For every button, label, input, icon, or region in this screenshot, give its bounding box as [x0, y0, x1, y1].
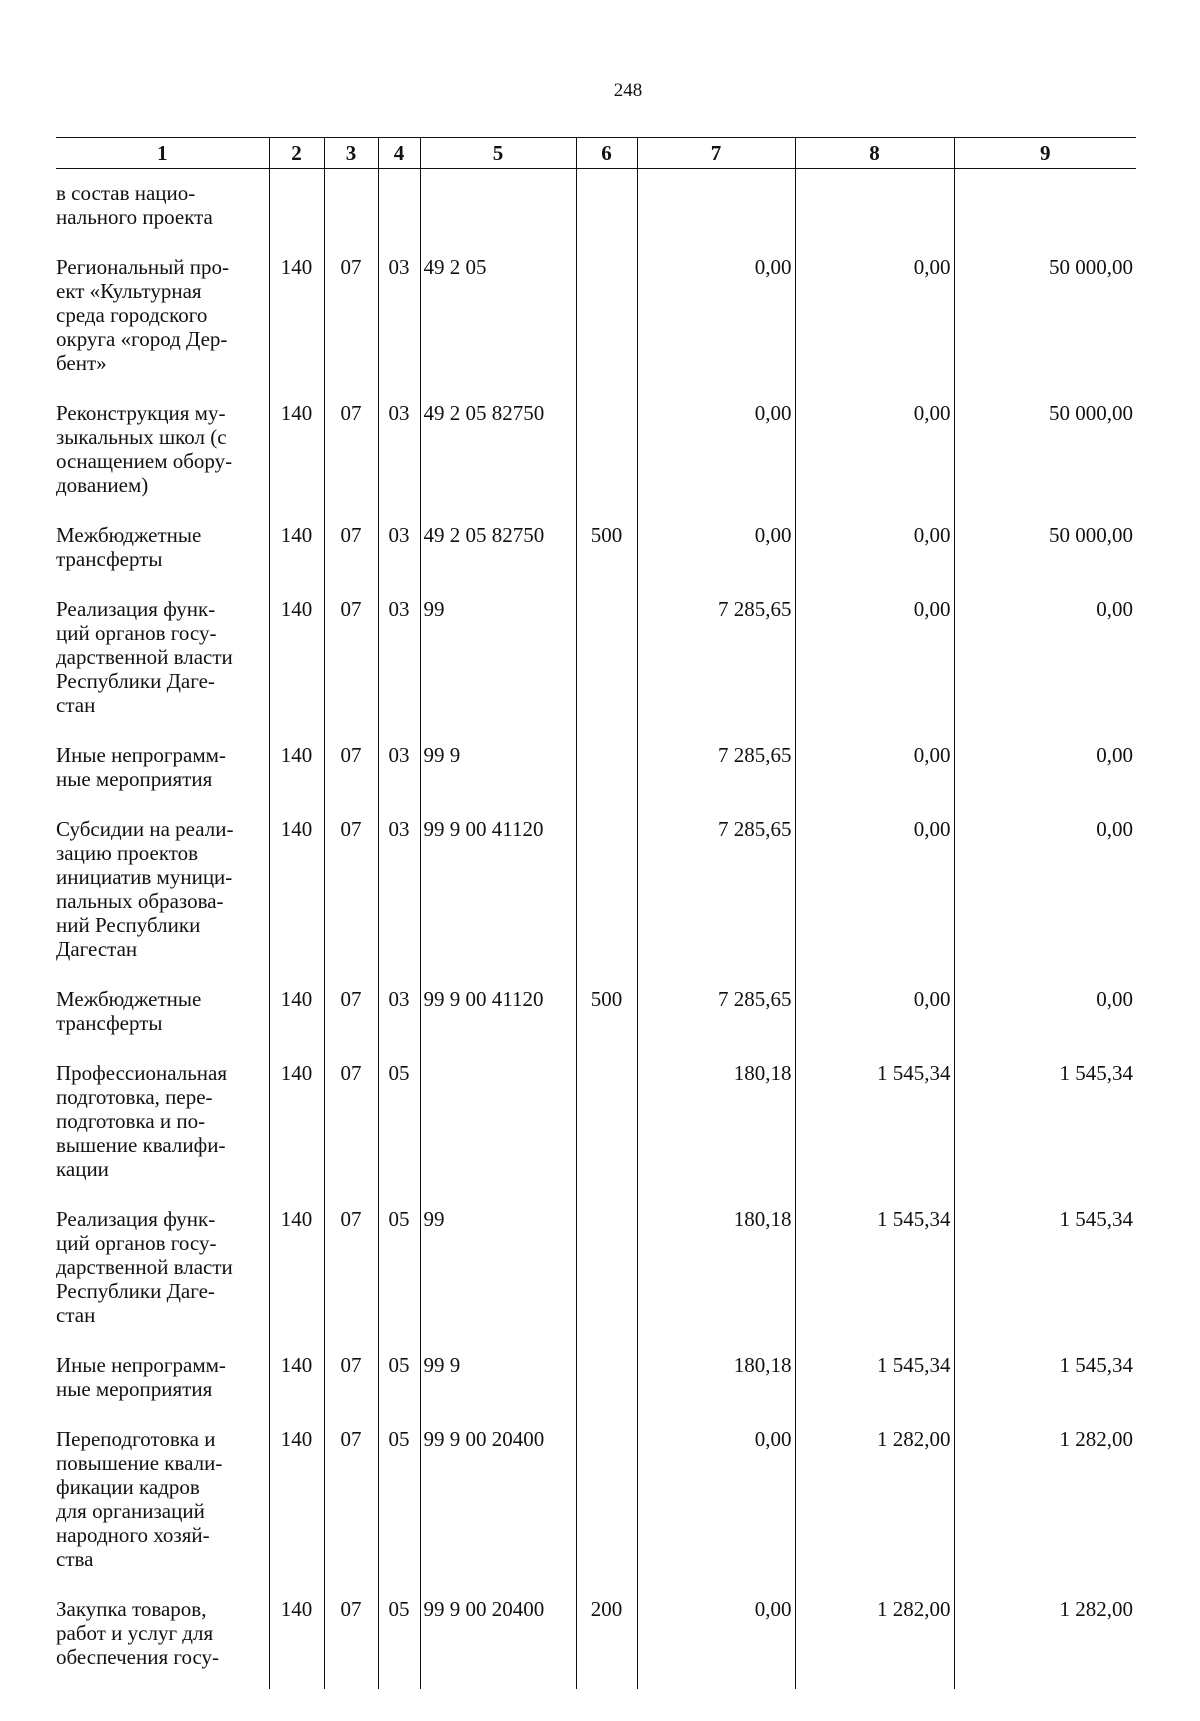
- cell-col-6: [576, 737, 637, 811]
- cell-col-3: [324, 169, 378, 250]
- row-name: Субсидии на реали- зацию проектов инициатив муници- пальных образова- ний Республики Дагестан: [56, 817, 234, 961]
- cell-col-2: 140: [269, 811, 324, 981]
- cell-col-9: 1 282,00: [954, 1421, 1136, 1591]
- cell-col-6: [576, 1421, 637, 1591]
- cell-col-4: 03: [378, 811, 420, 981]
- cell-col-7: 0,00: [637, 1421, 795, 1591]
- cell-col-5: [420, 1055, 576, 1201]
- cell-col-5: 99 9: [420, 737, 576, 811]
- cell-col-2: 140: [269, 249, 324, 395]
- cell-col-9: 50 000,00: [954, 517, 1136, 591]
- cell-col-5: 49 2 05: [420, 249, 576, 395]
- cell-col-2: 140: [269, 737, 324, 811]
- cell-col-4: 03: [378, 249, 420, 395]
- row-name: Региональный про- ект «Культурная среда городского округа «город Дер- бент»: [56, 255, 229, 375]
- table-row: [56, 811, 1136, 981]
- row-name: Реализация функ- ций органов госу- дарственной власти Республики Даге- стан: [56, 597, 233, 717]
- cell-col-4: 05: [378, 1055, 420, 1201]
- row-name: Межбюджетные трансферты: [56, 987, 202, 1035]
- cell-col-5: 99 9 00 41120: [420, 981, 576, 1055]
- cell-col-9: 0,00: [954, 981, 1136, 1055]
- cell-col-8: 0,00: [795, 591, 954, 737]
- cell-col-9: 0,00: [954, 811, 1136, 981]
- cell-col-9: 50 000,00: [954, 395, 1136, 517]
- cell-col-4: 05: [378, 1347, 420, 1421]
- cell-col-2: 140: [269, 1055, 324, 1201]
- cell-col-2: 140: [269, 591, 324, 737]
- table-row: [56, 1591, 1136, 1689]
- cell-col-9: 0,00: [954, 591, 1136, 737]
- cell-col-8: 1 282,00: [795, 1421, 954, 1591]
- row-name: Переподготовка и повышение квали- фикации кадров для организаций народного хозяй- ства: [56, 1427, 223, 1571]
- cell-col-2: 140: [269, 517, 324, 591]
- cell-col-9: 1 545,34: [954, 1347, 1136, 1421]
- cell-col-5: [420, 169, 576, 250]
- table-row: [56, 981, 1136, 1055]
- cell-col-6: 500: [576, 981, 637, 1055]
- cell-col-9: 50 000,00: [954, 249, 1136, 395]
- header-row: [56, 138, 1136, 169]
- cell-col-4: 03: [378, 395, 420, 517]
- table-row: [56, 249, 1136, 395]
- cell-col-7: 7 285,65: [637, 737, 795, 811]
- column-header-9: 9: [954, 138, 1136, 169]
- cell-col-7: 7 285,65: [637, 591, 795, 737]
- cell-col-3: 07: [324, 737, 378, 811]
- cell-col-3: 07: [324, 249, 378, 395]
- cell-col-8: 1 282,00: [795, 1591, 954, 1689]
- cell-col-6: [576, 1201, 637, 1347]
- column-header-6: 6: [576, 138, 637, 169]
- cell-col-3: 07: [324, 1421, 378, 1591]
- cell-col-6: 500: [576, 517, 637, 591]
- row-name: в состав нацио- нального проекта: [56, 181, 213, 229]
- cell-col-7: 0,00: [637, 249, 795, 395]
- cell-col-6: [576, 1055, 637, 1201]
- cell-col-3: 07: [324, 1347, 378, 1421]
- cell-col-8: 0,00: [795, 737, 954, 811]
- budget-table: [56, 137, 1136, 1689]
- cell-col-5: 49 2 05 82750: [420, 517, 576, 591]
- cell-col-4: 03: [378, 517, 420, 591]
- table-row: [56, 1201, 1136, 1347]
- cell-col-9: [954, 169, 1136, 250]
- cell-col-3: 07: [324, 981, 378, 1055]
- cell-col-7: 180,18: [637, 1201, 795, 1347]
- cell-col-8: 1 545,34: [795, 1055, 954, 1201]
- cell-col-3: 07: [324, 1055, 378, 1201]
- cell-col-7: 0,00: [637, 1591, 795, 1689]
- cell-col-7: 0,00: [637, 395, 795, 517]
- cell-col-9: 1 545,34: [954, 1055, 1136, 1201]
- table-row: [56, 1421, 1136, 1591]
- column-header-1: 1: [56, 138, 269, 169]
- table-body: [56, 169, 1136, 1690]
- cell-col-2: 140: [269, 1591, 324, 1689]
- cell-col-9: 1 545,34: [954, 1201, 1136, 1347]
- cell-col-4: [378, 169, 420, 250]
- column-header-5: 5: [420, 138, 576, 169]
- cell-col-7: 0,00: [637, 517, 795, 591]
- cell-col-4: 05: [378, 1201, 420, 1347]
- cell-col-4: 03: [378, 737, 420, 811]
- cell-col-7: 180,18: [637, 1055, 795, 1201]
- cell-col-8: [795, 169, 954, 250]
- cell-col-8: 0,00: [795, 395, 954, 517]
- cell-col-2: 140: [269, 1347, 324, 1421]
- cell-col-3: 07: [324, 811, 378, 981]
- page-number: 248: [613, 80, 643, 101]
- cell-col-3: 07: [324, 1201, 378, 1347]
- cell-col-9: 1 282,00: [954, 1591, 1136, 1689]
- cell-col-6: [576, 811, 637, 981]
- table-row: [56, 737, 1136, 811]
- cell-col-6: [576, 249, 637, 395]
- column-header-4: 4: [378, 138, 420, 169]
- table-row: [56, 517, 1136, 591]
- cell-col-6: [576, 395, 637, 517]
- table-row: [56, 1347, 1136, 1421]
- column-header-7: 7: [637, 138, 795, 169]
- cell-col-8: 1 545,34: [795, 1201, 954, 1347]
- cell-col-8: 1 545,34: [795, 1347, 954, 1421]
- table-row: [56, 591, 1136, 737]
- cell-col-6: [576, 591, 637, 737]
- cell-col-3: 07: [324, 395, 378, 517]
- cell-col-5: 99: [420, 591, 576, 737]
- cell-col-4: 03: [378, 981, 420, 1055]
- cell-col-3: 07: [324, 1591, 378, 1689]
- cell-col-8: 0,00: [795, 517, 954, 591]
- cell-col-5: 99: [420, 1201, 576, 1347]
- row-name: Закупка товаров, работ и услуг для обеспечения госу-: [56, 1597, 220, 1669]
- table-row: [56, 1055, 1136, 1201]
- row-name: Иные непрограмм- ные мероприятия: [56, 1353, 226, 1401]
- cell-col-4: 03: [378, 591, 420, 737]
- cell-col-2: 140: [269, 1201, 324, 1347]
- cell-col-6: [576, 169, 637, 250]
- cell-col-6: 200: [576, 1591, 637, 1689]
- cell-col-2: [269, 169, 324, 250]
- cell-col-9: 0,00: [954, 737, 1136, 811]
- cell-col-3: 07: [324, 591, 378, 737]
- row-name: Реализация функ- ций органов госу- дарственной власти Республики Даге- стан: [56, 1207, 233, 1327]
- column-header-2: 2: [269, 138, 324, 169]
- cell-col-5: 99 9 00 20400: [420, 1591, 576, 1689]
- column-header-8: 8: [795, 138, 954, 169]
- cell-col-2: 140: [269, 395, 324, 517]
- cell-col-4: 05: [378, 1421, 420, 1591]
- cell-col-3: 07: [324, 517, 378, 591]
- row-name: Межбюджетные трансферты: [56, 523, 202, 571]
- cell-col-8: 0,00: [795, 811, 954, 981]
- cell-col-8: 0,00: [795, 249, 954, 395]
- cell-col-7: 7 285,65: [637, 811, 795, 981]
- cell-col-7: [637, 169, 795, 250]
- cell-col-8: 0,00: [795, 981, 954, 1055]
- cell-col-5: 99 9: [420, 1347, 576, 1421]
- cell-col-2: 140: [269, 981, 324, 1055]
- cell-col-7: 7 285,65: [637, 981, 795, 1055]
- row-name: Профессиональная подготовка, пере- подготовка и по- вышение квалифи- кации: [56, 1061, 228, 1181]
- cell-col-5: 99 9 00 41120: [420, 811, 576, 981]
- cell-col-5: 49 2 05 82750: [420, 395, 576, 517]
- cell-col-4: 05: [378, 1591, 420, 1689]
- cell-col-6: [576, 1347, 637, 1421]
- cell-col-2: 140: [269, 1421, 324, 1591]
- cell-col-5: 99 9 00 20400: [420, 1421, 576, 1591]
- table-row: [56, 395, 1136, 517]
- row-name: Иные непрограмм- ные мероприятия: [56, 743, 226, 791]
- table-row: [56, 169, 1136, 250]
- column-header-3: 3: [324, 138, 378, 169]
- row-name: Реконструкция му- зыкальных школ (с оснащением обору- дованием): [56, 401, 233, 497]
- cell-col-7: 180,18: [637, 1347, 795, 1421]
